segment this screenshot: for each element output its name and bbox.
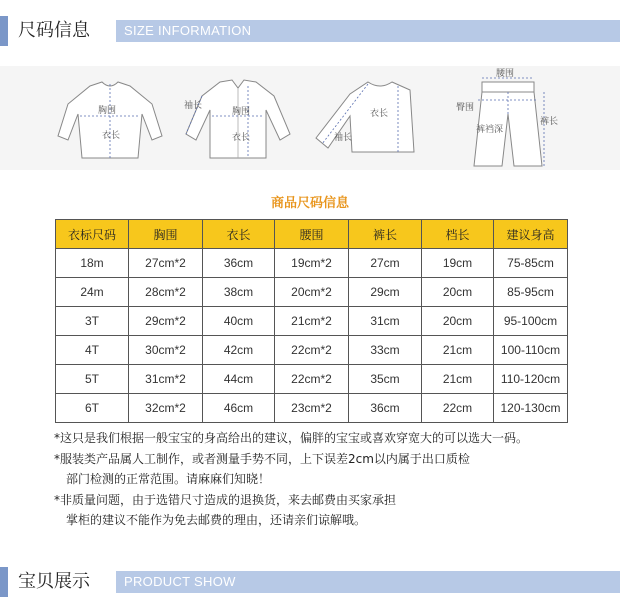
table-cell: 110-120cm xyxy=(494,365,568,394)
table-cell: 20cm*2 xyxy=(275,278,349,307)
raglan-sleeve-label: 袖长 xyxy=(334,133,353,143)
shirt-chest-label: 胸围 xyxy=(232,107,251,117)
sweater-diagram xyxy=(50,66,170,170)
table-cell: 22cm*2 xyxy=(275,336,349,365)
table-cell: 20cm xyxy=(422,278,494,307)
table-cell: 27cm xyxy=(349,249,422,278)
table-cell: 6T xyxy=(56,394,129,423)
table-cell: 4T xyxy=(56,336,129,365)
shirt-length-label: 衣长 xyxy=(232,133,251,143)
note-line: *非质量问题，由于选错尺寸造成的退换货，来去邮费由买家承担 xyxy=(54,492,397,507)
table-cell: 20cm xyxy=(422,307,494,336)
pants-crotch-label: 裤裆深 xyxy=(476,125,504,135)
pants-diagram xyxy=(448,66,568,170)
product-show-subtitle: PRODUCT SHOW xyxy=(124,574,236,589)
shirt-sleeve-label: 袖长 xyxy=(184,101,203,111)
table-cell: 30cm*2 xyxy=(129,336,203,365)
table-cell: 5T xyxy=(56,365,129,394)
table-cell: 22cm*2 xyxy=(275,365,349,394)
header-cell-crotch: 档长 xyxy=(422,220,494,249)
note-line: 部门检测的正常范围。请麻麻们知晓！ xyxy=(66,472,271,486)
table-cell: 95-100cm xyxy=(494,307,568,336)
table-cell: 36cm xyxy=(203,249,275,278)
measurement-diagrams xyxy=(0,66,620,170)
sweater-length-label: 衣长 xyxy=(102,131,121,141)
table-cell: 19cm xyxy=(422,249,494,278)
size-table-header-row xyxy=(56,220,568,249)
table-row xyxy=(56,336,568,365)
note-line: *服装类产品属人工制作，或者测量手势不同，上下误差2cm以内属于出口质检 xyxy=(54,451,470,466)
product-show-banner xyxy=(116,571,620,593)
table-cell: 36cm xyxy=(349,394,422,423)
table-cell: 40cm xyxy=(203,307,275,336)
table-cell: 18m xyxy=(56,249,129,278)
table-cell: 38cm xyxy=(203,278,275,307)
table-cell: 27cm*2 xyxy=(129,249,203,278)
table-cell: 85-95cm xyxy=(494,278,568,307)
size-info-header xyxy=(0,16,620,46)
table-cell: 75-85cm xyxy=(494,249,568,278)
table-row xyxy=(56,365,568,394)
table-cell: 23cm*2 xyxy=(275,394,349,423)
header-cell-chest: 胸围 xyxy=(129,220,203,249)
table-cell: 42cm xyxy=(203,336,275,365)
pants-waist-label: 腰围 xyxy=(496,69,515,79)
size-table-title: 商品尺码信息 xyxy=(270,196,349,211)
table-cell: 24m xyxy=(56,278,129,307)
header-accent-bar xyxy=(0,16,8,46)
pants-hip-label: 臀围 xyxy=(456,103,475,113)
size-info-title: 尺码信息 xyxy=(18,20,90,41)
table-cell: 100-110cm xyxy=(494,336,568,365)
header-cell-size: 衣标尺码 xyxy=(56,220,129,249)
table-row xyxy=(56,307,568,336)
header-cell-waist: 腰围 xyxy=(275,220,349,249)
table-cell: 120-130cm xyxy=(494,394,568,423)
shirt-diagram xyxy=(178,66,298,170)
table-cell: 3T xyxy=(56,307,129,336)
table-cell: 19cm*2 xyxy=(275,249,349,278)
table-cell: 44cm xyxy=(203,365,275,394)
table-row xyxy=(56,278,568,307)
header-accent-bar xyxy=(0,567,8,597)
header-cell-pants-length: 裤长 xyxy=(349,220,422,249)
table-cell: 21cm xyxy=(422,336,494,365)
size-notes xyxy=(54,428,614,531)
table-cell: 46cm xyxy=(203,394,275,423)
product-show-title: 宝贝展示 xyxy=(18,571,90,592)
pants-length-label: 裤长 xyxy=(540,117,559,127)
header-cell-length: 衣长 xyxy=(203,220,275,249)
table-row xyxy=(56,394,568,423)
table-row xyxy=(56,249,568,278)
product-show-header xyxy=(0,567,620,597)
table-cell: 21cm*2 xyxy=(275,307,349,336)
table-cell: 33cm xyxy=(349,336,422,365)
size-info-subtitle: SIZE INFORMATION xyxy=(124,23,252,38)
table-cell: 31cm xyxy=(349,307,422,336)
table-cell: 21cm xyxy=(422,365,494,394)
table-cell: 22cm xyxy=(422,394,494,423)
size-table xyxy=(55,219,568,423)
sweater-chest-label: 胸围 xyxy=(98,106,117,116)
header-cell-height: 建议身高 xyxy=(494,220,568,249)
note-line: 掌柜的建议不能作为免去邮费的理由，还请亲们谅解哦。 xyxy=(66,513,367,527)
table-cell: 35cm xyxy=(349,365,422,394)
table-cell: 29cm xyxy=(349,278,422,307)
raglan-diagram xyxy=(310,66,440,170)
table-cell: 32cm*2 xyxy=(129,394,203,423)
note-line: *这只是我们根据一般宝宝的身高给出的建议，偏胖的宝宝或喜欢穿宽大的可以选大一码。 xyxy=(54,431,529,445)
table-cell: 29cm*2 xyxy=(129,307,203,336)
raglan-length-label: 衣长 xyxy=(370,109,389,119)
table-cell: 28cm*2 xyxy=(129,278,203,307)
size-info-banner xyxy=(116,20,620,42)
table-cell: 31cm*2 xyxy=(129,365,203,394)
